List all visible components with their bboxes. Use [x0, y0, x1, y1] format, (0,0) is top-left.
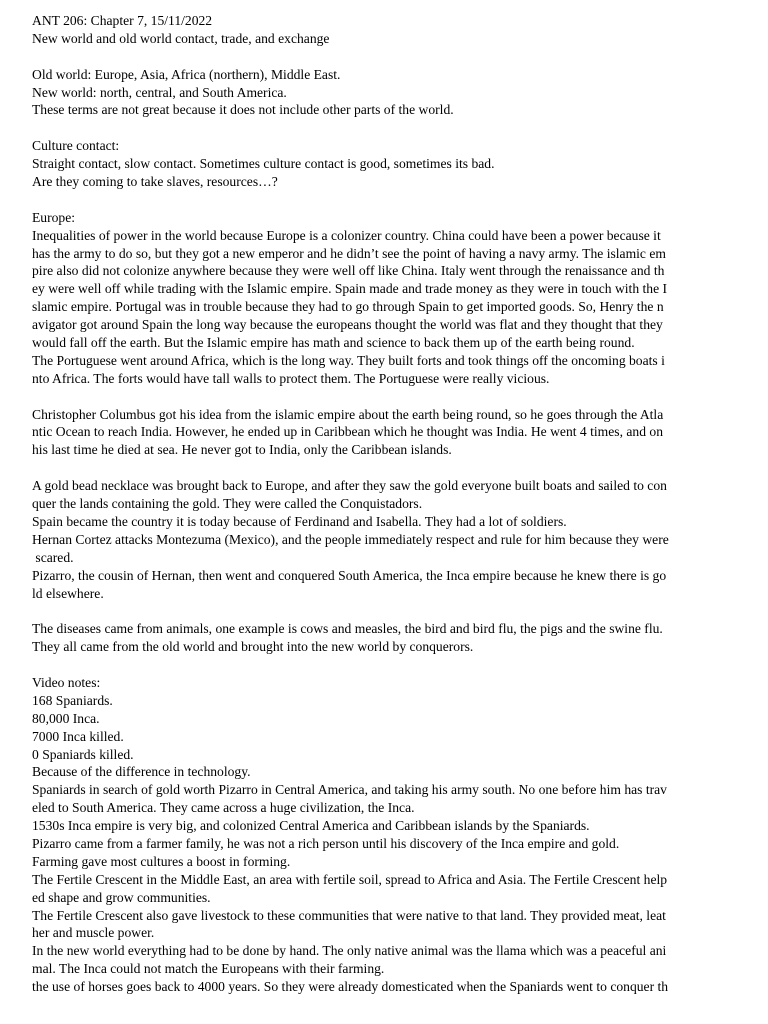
text-line: quer the lands containing the gold. They were called the Conquistadors. — [32, 496, 423, 512]
text-line: Pizarro came from a farmer family, he was not a rich person until his discovery of the Inca empire and gold. — [32, 835, 620, 851]
text-line: The Fertile Crescent also gave livestock to these communities that were native to that land. They provided meat, leat — [32, 907, 666, 923]
text-line: scared. — [32, 549, 74, 565]
text-line: The diseases came from animals, one example is cows and measles, the bird and bird flu, the pigs and the swine flu. — [32, 621, 663, 637]
text-line: Europe: — [32, 209, 76, 225]
text-line: ey were well off while trading with the Islamic empire. Spain made and trade money as they were in touch with the I — [32, 281, 668, 297]
text-line: The Portuguese went around Africa, which is the long way. They built forts and took things off the oncoming boats i — [32, 352, 665, 368]
blank-line — [32, 459, 742, 477]
text-line: New world: north, central, and South America. — [32, 84, 287, 100]
text-line: Christopher Columbus got his idea from the islamic empire about the earth being round, so he goes through the Atla — [32, 406, 664, 422]
text-line: Straight contact, slow contact. Sometimes culture contact is good, sometimes its bad. — [32, 156, 495, 172]
text-line: Farming gave most cultures a boost in forming. — [32, 853, 291, 869]
blank-line — [32, 191, 742, 209]
blank-line — [32, 119, 742, 137]
text-line: Are they coming to take slaves, resources…? — [32, 174, 278, 190]
text-line: These terms are not great because it does not include other parts of the world. — [32, 102, 454, 118]
blank-line — [32, 388, 742, 406]
text-line: pire also did not colonize anywhere because they were well off like China. Italy went through the renaissance and th — [32, 263, 665, 279]
text-line: has the army to do so, but they got a new emperor and he didn’t see the point of having a navy army. The islamic em — [32, 245, 666, 261]
text-line: ntic Ocean to reach India. However, he ended up in Caribbean which he thought was India. He went 4 times, and on — [32, 424, 663, 440]
blank-line — [32, 602, 742, 620]
text-line: Hernan Cortez attacks Montezuma (Mexico), and the people immediately respect and rule for him because they were — [32, 531, 669, 547]
text-line: the use of horses goes back to 4000 years. So they were already domesticated when the Spaniards went to conquer th — [32, 979, 669, 995]
text-line: 0 Spaniards killed. — [32, 746, 134, 762]
text-line: New world and old world contact, trade, and exchange — [32, 30, 330, 46]
text-line: would fall off the earth. But the Islamic empire has math and science to back them up of the earth being round. — [32, 335, 635, 351]
text-line: Culture contact: — [32, 138, 120, 154]
text-line: Spaniards in search of gold worth Pizarro in Central America, and taking his army south. No one before him has trav — [32, 782, 667, 798]
blank-line — [32, 656, 742, 674]
text-line: slamic empire. Portugal was in trouble because they had to go through Spain to get imported goods. So, Henry the n — [32, 299, 664, 315]
text-line: 80,000 Inca. — [32, 710, 100, 726]
text-line: Inequalities of power in the world because Europe is a colonizer country. China could have been a power because it — [32, 227, 661, 243]
text-line: 168 Spaniards. — [32, 692, 113, 708]
text-line: A gold bead necklace was brought back to Europe, and after they saw the gold everyone built boats and sailed to con — [32, 478, 667, 494]
text-line: eled to South America. They came across a huge civilization, the Inca. — [32, 800, 415, 816]
text-line: Spain became the country it is today because of Ferdinand and Isabella. They had a lot of soldiers. — [32, 513, 567, 529]
text-line: Pizarro, the cousin of Hernan, then went and conquered South America, the Inca empire because he knew there is go — [32, 567, 667, 583]
text-line: Old world: Europe, Asia, Africa (northern), Middle East. — [32, 66, 341, 82]
text-line: In the new world everything had to be done by hand. The only native animal was the llama which was a peaceful ani — [32, 943, 667, 959]
text-line: 1530s Inca empire is very big, and colonized Central America and Caribbean islands by the Spaniards. — [32, 818, 590, 834]
text-line: Video notes: — [32, 674, 101, 690]
text-line: her and muscle power. — [32, 925, 155, 941]
text-line: ld elsewhere. — [32, 585, 104, 601]
text-line: nto Africa. The forts would have tall walls to protect them. The Portuguese were really vicious. — [32, 370, 550, 386]
text-line: The Fertile Crescent in the Middle East, an area with fertile soil, spread to Africa and Asia. The Fertile Crescent help — [32, 871, 668, 887]
text-line: ed shape and grow communities. — [32, 889, 211, 905]
blank-line — [32, 48, 742, 66]
text-line: his last time he died at sea. He never got to India, only the Caribbean islands. — [32, 442, 452, 458]
text-line: mal. The Inca could not match the Europeans with their farming. — [32, 961, 385, 977]
document-page — [32, 12, 742, 996]
text-line: They all came from the old world and brought into the new world by conquerors. — [32, 639, 474, 655]
text-line: 7000 Inca killed. — [32, 728, 124, 744]
document-title: ANT 206: Chapter 7, 15/11/2022 — [32, 13, 213, 28]
text-line: Because of the difference in technology. — [32, 764, 251, 780]
text-line: avigator got around Spain the long way because the europeans thought the world was flat and they thought that they — [32, 317, 663, 333]
